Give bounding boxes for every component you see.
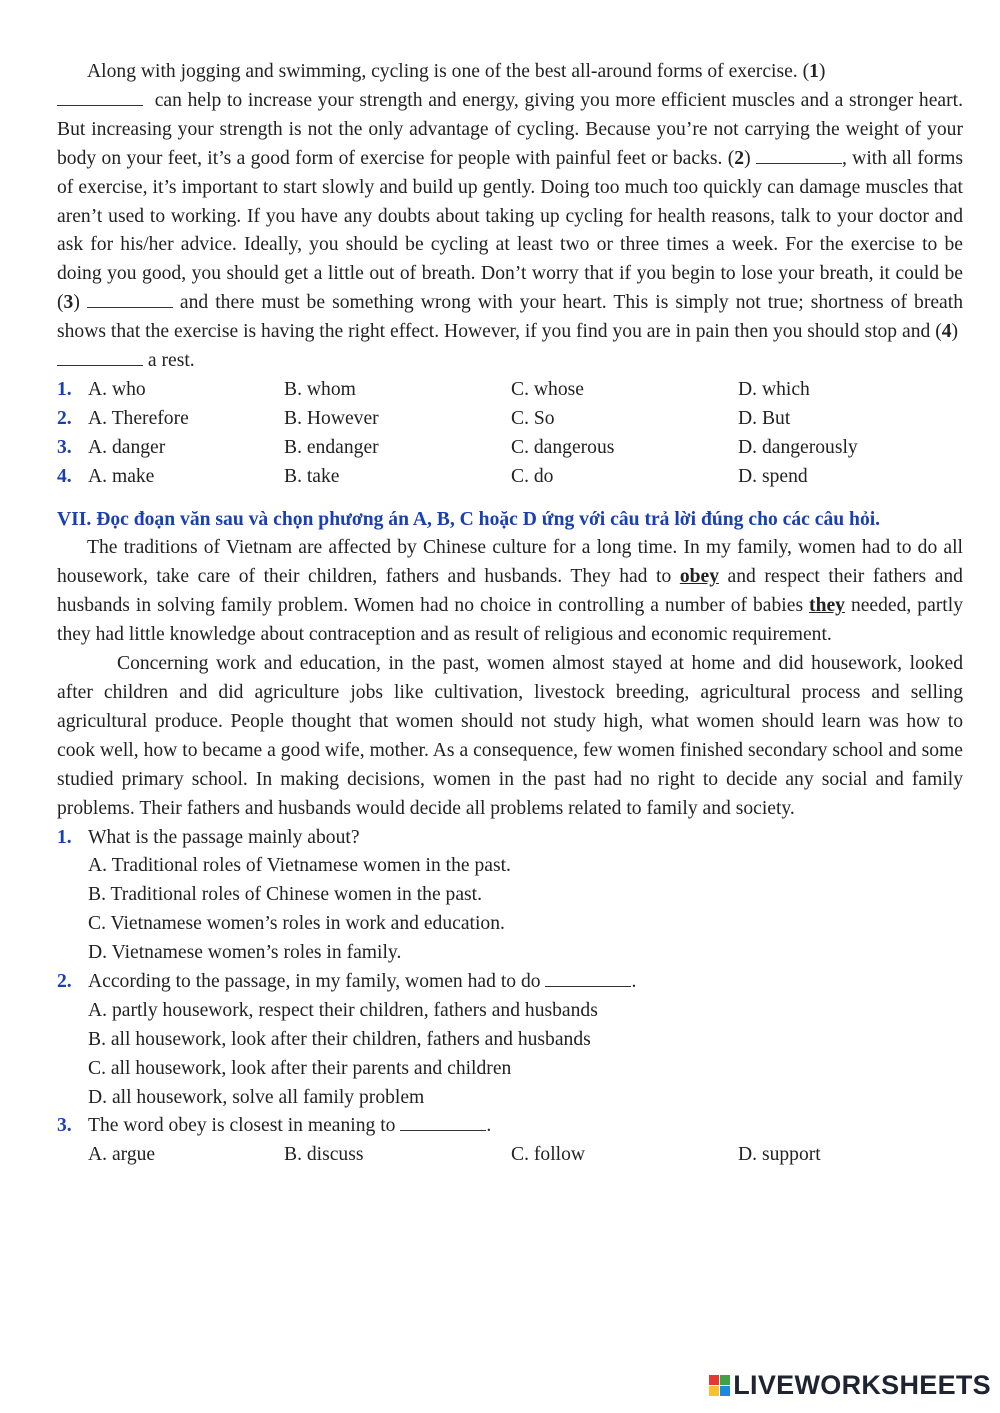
option-a[interactable]: A. danger [88, 436, 166, 458]
blank-number-1: 1 [809, 61, 819, 82]
answer-c[interactable]: C. Vietnamese women’s roles in work and education. [88, 913, 505, 935]
blank-3[interactable] [87, 289, 173, 308]
question-number: 2. [57, 407, 72, 429]
option-d[interactable]: D. dangerously [738, 436, 858, 458]
cloze-question-3 [57, 434, 963, 463]
traditions-paragraph-1: The traditions of Vietnam are affected by Chinese culture for a long time. In my family, women had to do all housework, take care of their children, fathers and husbands. They had to obey and respect their fathers and husbands in solving family problem. Women had no choice in controlling a number of babies they needed, partly they had little knowledge about contraception and as result of religious and economic requirement. [57, 537, 963, 646]
keyword-obey: obey [679, 566, 719, 588]
cloze-question-1 [57, 376, 963, 405]
cloze-question-list [57, 376, 963, 492]
question-text: What is the passage mainly about? [88, 826, 360, 848]
blank-1[interactable] [57, 87, 143, 106]
question-number: 4. [57, 465, 72, 487]
section-heading: VII. Đọc đoạn văn sau và chọn phương án A, B, C hoặc D ứng với câu trả lời đúng cho các câu hỏi. [57, 508, 881, 530]
reading-question-1 [57, 824, 963, 853]
blank-4[interactable] [57, 347, 143, 366]
question-text: According to the passage, in my family, women had to do [88, 970, 546, 992]
traditions-paragraph-2: Concerning work and education, in the past, women almost stayed at home and did housework, looked after children and did agriculture jobs like cultivation, livestock breeding, agricultural process and selling agricultural produce. People thought that women should not study high, what women should learn was how to cook well, how to became a good wife, mother. As a consequence, few women finished secondary school and some studied primary school. In making decisions, women in the past had no right to decide any social and family problems. Their fathers and husbands would decide all problems related to family and society. [57, 653, 963, 819]
option-c[interactable]: C. So [511, 407, 555, 429]
option-b[interactable]: B. take [284, 465, 340, 487]
logo-text: LIVEWORKSHEETS [733, 1370, 991, 1400]
keyword-they: they [809, 595, 845, 617]
option-d[interactable]: D. spend [738, 465, 808, 487]
answer-c[interactable]: C. all housework, look after their parents and children [88, 1057, 512, 1079]
option-c[interactable]: C. do [511, 465, 554, 487]
question-number: 1. [57, 826, 72, 848]
reading-question-3: 3. The word obey is closest in meaning to . [57, 1112, 963, 1141]
worksheet-page [57, 58, 963, 1170]
option-b[interactable]: B. However [284, 407, 379, 429]
reading-question-list [57, 824, 963, 1171]
answer-a[interactable]: A. partly housework, respect their children, fathers and husbands [88, 999, 598, 1021]
reading-question-3-options [57, 1141, 963, 1170]
logo-grid-icon [709, 1375, 730, 1396]
option-d[interactable]: D. support [738, 1144, 821, 1166]
option-a[interactable]: A. who [88, 378, 146, 400]
question-number: 2. [57, 970, 72, 992]
question-number: 3. [57, 436, 72, 458]
option-c[interactable]: C. whose [511, 378, 584, 400]
option-d[interactable]: D. But [738, 407, 791, 429]
question-number: 1. [57, 378, 72, 400]
option-c[interactable]: C. follow [511, 1144, 586, 1166]
cloze-question-2 [57, 405, 963, 434]
answer-blank[interactable] [545, 968, 631, 987]
option-d[interactable]: D. which [738, 378, 810, 400]
liveworksheets-logo[interactable] [709, 1370, 991, 1401]
cycling-passage: Along with jogging and swimming, cycling is one of the best all-around forms of exercise. (1) can help to increase your strength and energy, giving you more efficient muscles and a stronger heart. But increasing your strength is not the only advantage of cycling. Because you’re not carrying the weight of your body on your feet, it’s a good form of exercise for people with painful feet or backs. (2) , with all forms of exercise, it’s important to start slowly and build up gently. Doing too much too quickly can damage muscles that aren’t used to working. If you have any doubts about taking up cycling for health reasons, talk to your doctor and ask for his/her advice. Ideally, you should be cycling at least two or three times a week. For the exercise to be doing you good, you should get a little out of breath. Don’t worry that if you begin to lose your breath, it could be (3) and there must be something wrong with your heart. This is simply not true; shortness of breath shows that the exercise is having the right effect. However, if you find you are in pain then you should stop and (4) a rest. [57, 61, 963, 372]
option-a[interactable]: A. make [88, 465, 155, 487]
answer-blank[interactable] [400, 1112, 486, 1131]
answer-d[interactable]: D. Vietnamese women’s roles in family. [88, 942, 402, 964]
reading-question-2: 2. According to the passage, in my family, women had to do . [57, 968, 963, 997]
option-a[interactable]: A. Therefore [88, 407, 189, 429]
answer-b[interactable]: B. all housework, look after their children, fathers and husbands [88, 1028, 591, 1050]
option-b[interactable]: B. discuss [284, 1144, 364, 1166]
option-c[interactable]: C. dangerous [511, 436, 615, 458]
answer-b[interactable]: B. Traditional roles of Chinese women in the past. [88, 884, 483, 906]
cloze-question-4 [57, 463, 963, 492]
blank-number-3: 3 [63, 292, 74, 314]
answer-d[interactable]: D. all housework, solve all family problem [88, 1086, 425, 1108]
question-text: The word obey is closest in meaning to [88, 1115, 401, 1137]
question-number: 3. [57, 1115, 72, 1137]
option-a[interactable]: A. argue [88, 1144, 156, 1166]
option-b[interactable]: B. whom [284, 378, 356, 400]
blank-number-4: 4 [941, 321, 952, 343]
blank-2[interactable] [756, 145, 842, 164]
answer-a[interactable]: A. Traditional roles of Vietnamese women in the past. [88, 855, 511, 877]
blank-number-2: 2 [734, 147, 745, 169]
option-b[interactable]: B. endanger [284, 436, 379, 458]
